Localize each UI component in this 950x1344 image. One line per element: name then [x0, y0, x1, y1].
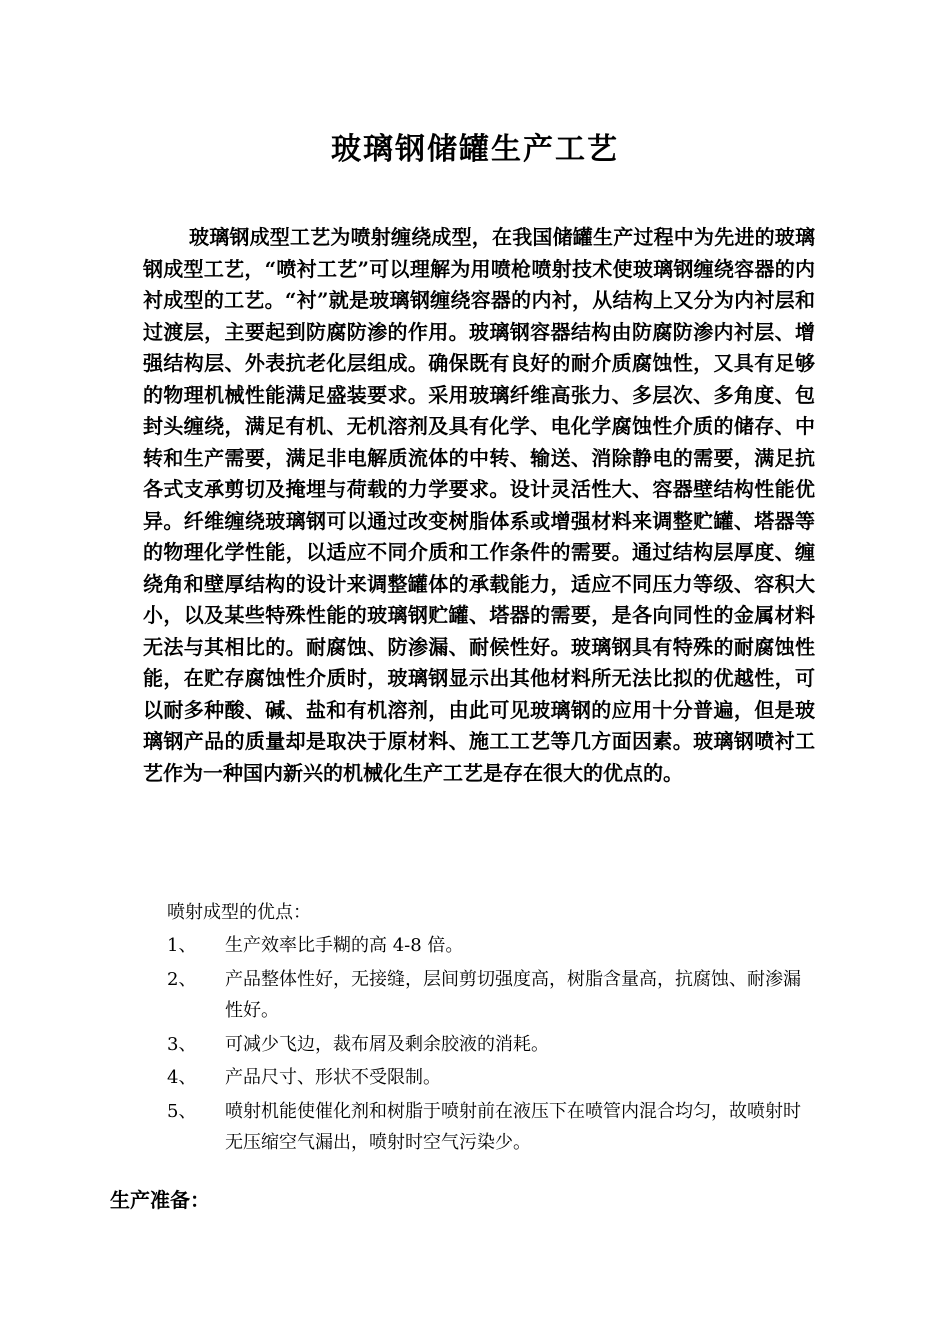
- document-title: 玻璃钢储罐生产工艺: [331, 132, 619, 167]
- list-item-text: 产品尺寸、形状不受限制。: [225, 1067, 441, 1088]
- list-item-text: 生产效率比手糊的高 4-8 倍。: [225, 935, 464, 956]
- list-item-text: 产品整体性好，无接缝，层间剪切强度高，树脂含量高，抗腐蚀、耐渗漏性好。: [225, 968, 801, 1021]
- list-item: [167, 1062, 815, 1094]
- list-item-text: 喷射机能使催化剂和树脂于喷射前在液压下在喷管内混合均匀，故喷射时无压缩空气漏出，喷射时空气污染少。: [225, 1100, 801, 1153]
- list-item: [167, 1029, 815, 1061]
- list-item: [167, 964, 815, 1027]
- list-item-text: 可减少飞边，裁布屑及剩余胶液的消耗。: [225, 1033, 549, 1055]
- advantages-list: [167, 930, 815, 1161]
- intro-paragraph: 玻璃钢成型工艺为喷射缠绕成型，在我国储罐生产过程中为先进的玻璃钢成型工艺，“喷衬工艺”可以理解为用喷枪喷射技术使玻璃钢缠绕容器的内衬成型的工艺。“衬”就是玻璃钢缠绕容器的内衬，从结构上又分为内衬层和过渡层，主要起到防腐防渗的作用。玻璃钢容器结构由防腐防渗内衬层、增强结构层、外表抗老化层组成。确保既有良好的耐介质腐蚀性，又具有足够的物理机械性能满足盛装要求。采用玻璃纤维高张力、多层次、多角度、包封头缠绕，满足有机、无机溶剂及具有化学、电化学腐蚀性介质的储存、中转和生产需要，满足非电解质流体的中转、输送、消除静电的需要，满足抗各式支承剪切及掩埋与荷载的力学要求。设计灵活性大、容器壁结构性能优异。纤维缠绕玻璃钢可以通过改变树脂体系或增强材料来调整贮罐、塔器等的物理化学性能，以适应不同介质和工作条件的需要。通过结构层厚度、缠绕角和壁厚结构的设计来调整罐体的承载能力，适应不同压力等级、容积大小，以及某些特殊性能的玻璃钢贮罐、塔器的需要，是各向同性的金属材料无法与其相比的。耐腐蚀、防渗漏、耐候性好。玻璃钢具有特殊的耐腐蚀性能，在贮存腐蚀性介质时，玻璃钢显示出其他材料所无法比拟的优越性，可以耐多种酸、碱、盐和有机溶剂，由此可见玻璃钢的应用十分普遍，但是玻璃钢产品的质量却是取决于原材料、施工工艺等几方面因素。玻璃钢喷衬工艺作为一种国内新兴的机械化生产工艺是存在很大的优点的。: [143, 225, 815, 785]
- section-heading: 生产准备：: [110, 1188, 210, 1212]
- list-item: [167, 1096, 815, 1159]
- list-item-number: 4、: [167, 1067, 197, 1088]
- list-item-number: 1、: [167, 935, 197, 956]
- list-item-number: 5、: [167, 1100, 197, 1122]
- advantages-heading: 喷射成型的优点：: [167, 902, 311, 923]
- list-item-number: 3、: [167, 1033, 197, 1055]
- list-item-number: 2、: [167, 968, 197, 990]
- list-item: [167, 930, 815, 962]
